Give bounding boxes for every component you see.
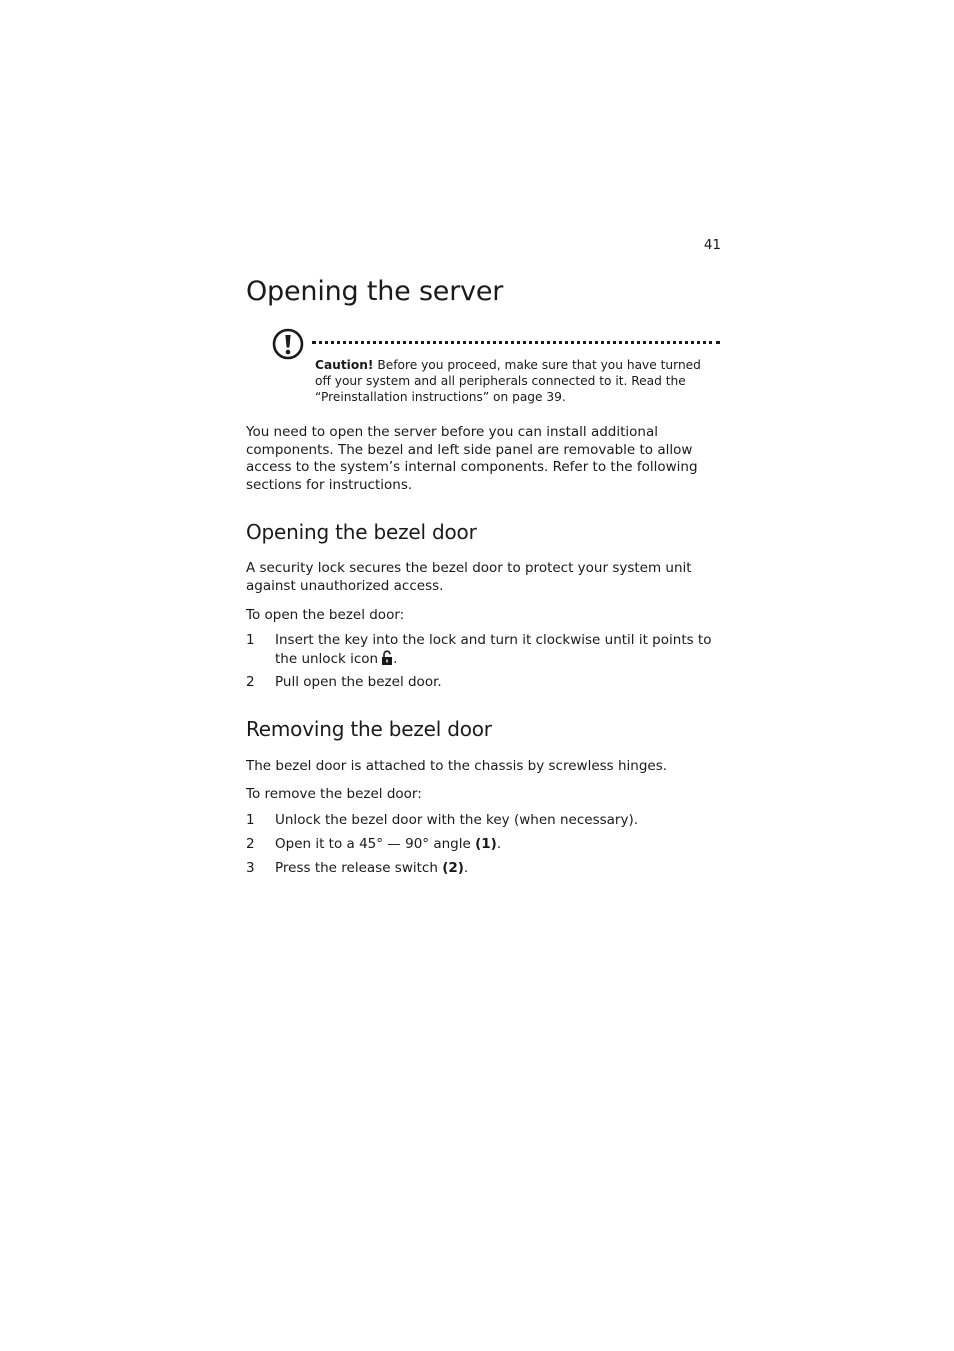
intro-paragraph: You need to open the server before you can install additional components. The bezel and left side panel are removable to allow access to the system’s internal components. Refer to the following sections for instructions. [246,424,698,494]
caution-icon [272,328,304,360]
section-heading-removing-bezel: Removing the bezel door [246,717,492,741]
caution-note [315,357,715,405]
list-item [246,836,724,854]
step-suffix: . [463,860,469,876]
caution-body: Before you proceed, make sure that you have turned off your system and all peripherals connected to it. Read the “Preinstallation instructions” on page 39. [315,358,701,404]
step-callout: (1) [475,836,497,852]
page-title: Opening the server [246,276,504,307]
caution-label: Caution! [315,358,374,372]
page-number: 41 [703,237,721,253]
step-suffix: . [393,650,398,667]
step-suffix: . [496,836,502,852]
step-text: Unlock the bezel door with the key (when necessary). [275,812,639,828]
step-text [275,632,724,668]
step-text: Pull open the bezel door. [275,674,442,690]
list-item [246,632,724,668]
caution-divider [312,341,720,344]
unlock-icon [381,650,393,665]
step-number: 2 [246,674,255,690]
step-text-main: Open it to a 45° — 90° angle [275,836,476,852]
section1-lead: To open the bezel door: [246,607,405,623]
step-text [275,836,724,854]
section2-lead: To remove the bezel door: [246,786,422,802]
list-item [246,860,724,878]
step-text-main: Press the release switch [275,860,443,876]
section-heading-opening-bezel: Opening the bezel door [246,520,477,544]
step-number: 1 [246,632,255,648]
list-item [246,674,724,692]
step-number: 1 [246,812,255,828]
section1-paragraph: A security lock secures the bezel door to protect your system unit against unauthorized access. [246,560,692,594]
step-number: 2 [246,836,255,852]
step-text [275,860,724,878]
list-item [246,812,724,830]
step-number: 3 [246,860,255,876]
section2-paragraph: The bezel door is attached to the chassis by screwless hinges. [246,758,668,774]
step-text-main: Insert the key into the lock and turn it clockwise until it points to the unlock icon [275,632,712,667]
step-callout: (2) [442,860,464,876]
